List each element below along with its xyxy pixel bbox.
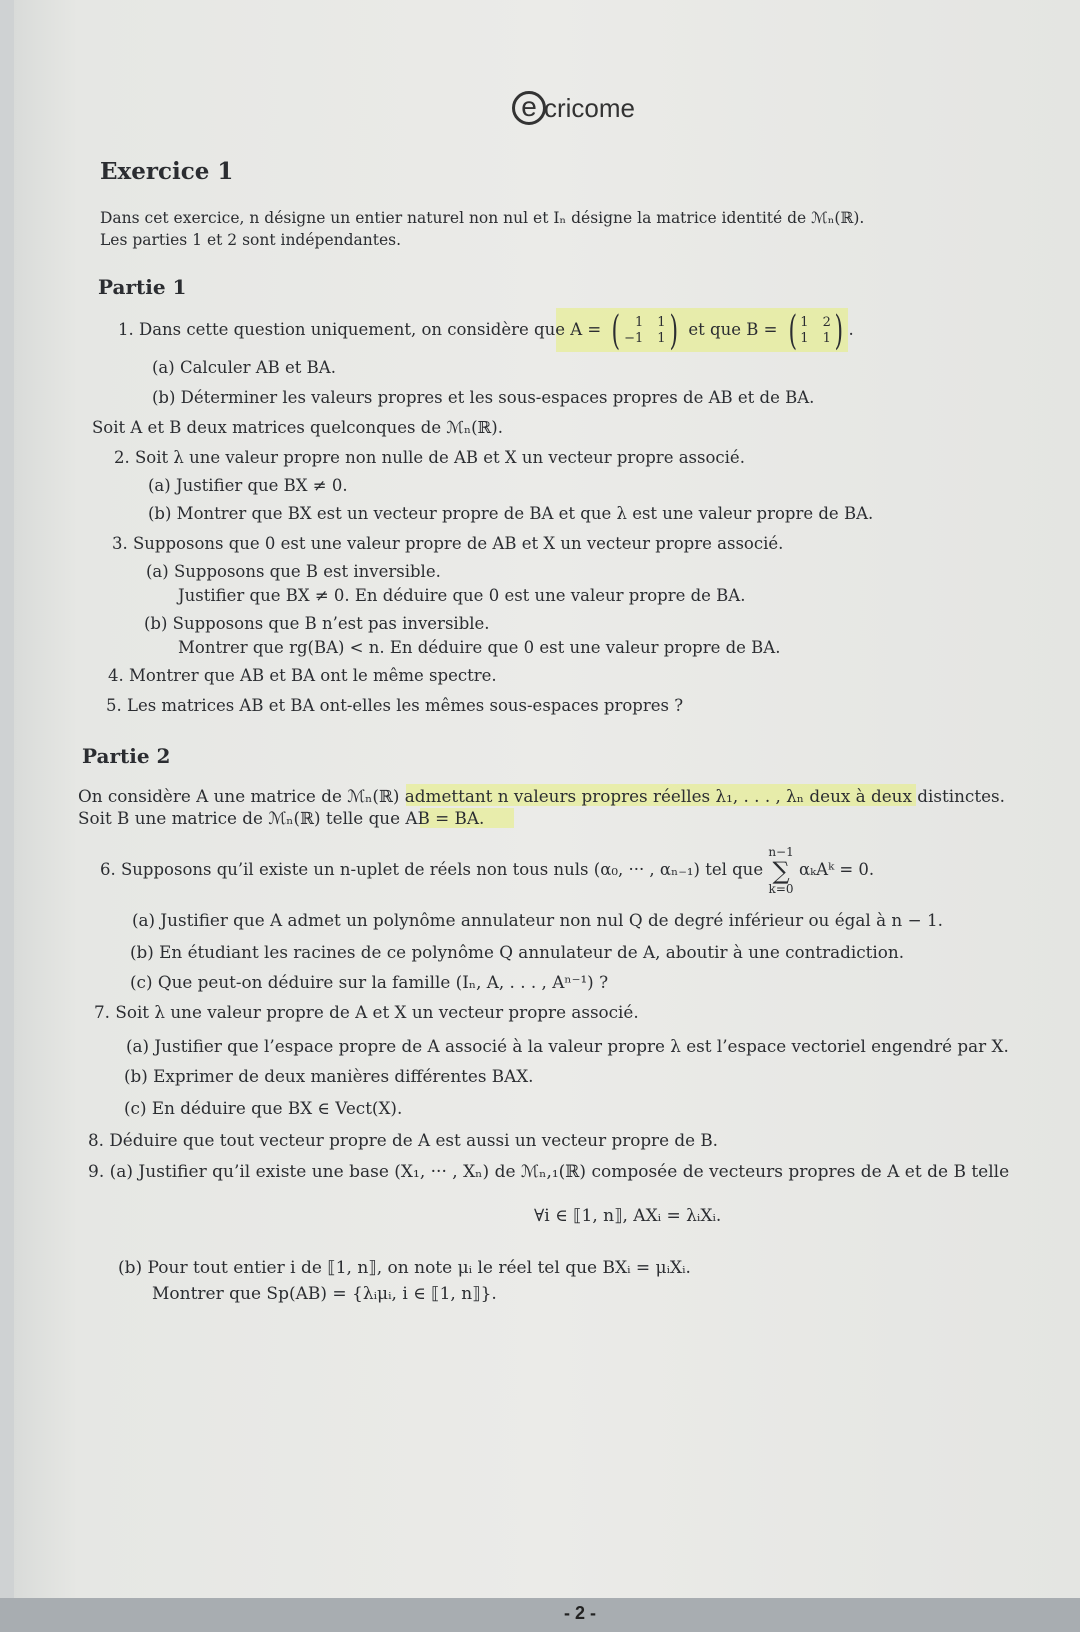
question-9b-line1: (b) Pour tout entier i de ⟦1, n⟧, on note μᵢ le réel tel que BXᵢ = μᵢXᵢ. [118,1258,691,1278]
matrix-a: ( 1 1 −1 1 ) [611,307,678,354]
sum-lower-bound: k=0 [768,881,794,896]
partie2-title: Partie 2 [82,744,171,768]
sigma-icon: ∑ [772,856,790,885]
ecricome-e-icon: e [512,91,546,125]
intro-line-1: Dans cet exercice, n désigne un entier naturel non nul et Iₙ désigne la matrice identité de ℳₙ(ℝ). [100,209,865,227]
question-3a-line1: (a) Supposons que B est inversible. [146,562,441,581]
question-7a: (a) Justifier que l’espace propre de A associé à la valeur propre λ est l’espace vectoriel engendré par X. [126,1036,1009,1056]
partie1-title: Partie 1 [98,275,187,299]
sum-symbol [768,846,793,896]
question-3a-line2: Justifier que BX ≠ 0. En déduire que 0 est une valeur propre de BA. [178,586,746,605]
question-6b: (b) En étudiant les racines de ce polynôme Q annulateur de A, aboutir à une contradiction. [130,942,905,962]
question-4: 4. Montrer que AB et BA ont le même spectre. [108,666,497,685]
question-1a: (a) Calculer AB et BA. [152,358,336,377]
question-9b-line2: Montrer que Sp(AB) = {λᵢμᵢ, i ∈ ⟦1, n⟧}. [152,1284,497,1304]
question-2: 2. Soit λ une valeur propre non nulle de AB et X un vecteur propre associé. [114,448,745,467]
sum-upper-bound: n−1 [768,844,794,859]
question-9a: 9. (a) Justifier qu’il existe une base (X₁, ··· , Xₙ) de ℳₙ,₁(ℝ) composée de vecteurs propres de A et de B telle [88,1162,1010,1182]
question-7: 7. Soit λ une valeur propre de A et X un vecteur propre associé. [94,1002,639,1022]
matrix-b: ( 1 2 1 1 ) [788,307,843,354]
question-1 [118,307,854,354]
logo-text: cricome [544,92,636,123]
partie1-setup: Soit A et B deux matrices quelconques de ℳₙ(ℝ). [92,418,503,437]
question-6 [100,842,874,898]
matrix-a-cell: −1 [624,330,644,346]
matrix-b-cell: 1 [800,330,809,346]
matrix-b-cell: 1 [800,314,809,330]
q1-mid: et que B = [688,320,778,339]
question-6c: (c) Que peut-on déduire sur la famille (Iₙ, A, . . . , Aⁿ⁻¹) ? [130,972,609,992]
matrix-b-cell: 1 [822,330,831,346]
q6-lead: 6. Supposons qu’il existe un n-uplet de réels non tous nuls (α₀, ··· , αₙ₋₁) tel que [100,860,764,879]
partie2-setup-1: On considère A une matrice de ℳₙ(ℝ) admettant n valeurs propres réelles λ₁, . . . , λₙ deux à deux distinctes. [78,786,1005,806]
question-1b: (b) Déterminer les valeurs propres et les sous-espaces propres de AB et de BA. [152,388,815,407]
question-3b-line1: (b) Supposons que B n’est pas inversible. [144,614,490,633]
q1-lead: 1. Dans cette question uniquement, on considère que A = [118,320,602,339]
matrix-a-cell: 1 [657,314,666,330]
page-number: - 2 - [563,1603,596,1623]
ecricome-logo [512,88,635,128]
question-7c: (c) En déduire que BX ∈ Vect(X). [124,1098,403,1118]
q1-end: . [848,320,854,339]
question-3b-line2: Montrer que rg(BA) < n. En déduire que 0 est une valeur propre de BA. [178,638,781,657]
partie2-setup-2: Soit B une matrice de ℳₙ(ℝ) telle que AB = BA. [78,808,485,828]
question-2a: (a) Justifier que BX ≠ 0. [148,476,348,495]
question-7b: (b) Exprimer de deux manières différentes BAX. [124,1066,534,1086]
question-6a: (a) Justifier que A admet un polynôme annulateur non nul Q de degré inférieur ou égal à n − 1. [132,910,943,930]
question-2b: (b) Montrer que BX est un vecteur propre de BA et que λ est une valeur propre de BA. [148,504,874,523]
q6-sum-body: αₖAᵏ = 0. [799,860,875,879]
exercise-title: Exercice 1 [100,158,234,185]
matrix-a-cell: 1 [657,330,666,346]
question-9-equation: ∀i ∈ ⟦1, n⟧, AXᵢ = λᵢXᵢ. [534,1206,722,1226]
matrix-a-cell: 1 [634,314,644,330]
intro-line-2: Les parties 1 et 2 sont indépendantes. [100,231,402,249]
question-3: 3. Supposons que 0 est une valeur propre de AB et X un vecteur propre associé. [112,534,784,553]
question-5: 5. Les matrices AB et BA ont-elles les mêmes sous-espaces propres ? [106,696,684,715]
question-8: 8. Déduire que tout vecteur propre de A est aussi un vecteur propre de B. [88,1130,719,1150]
matrix-b-cell: 2 [822,314,831,330]
